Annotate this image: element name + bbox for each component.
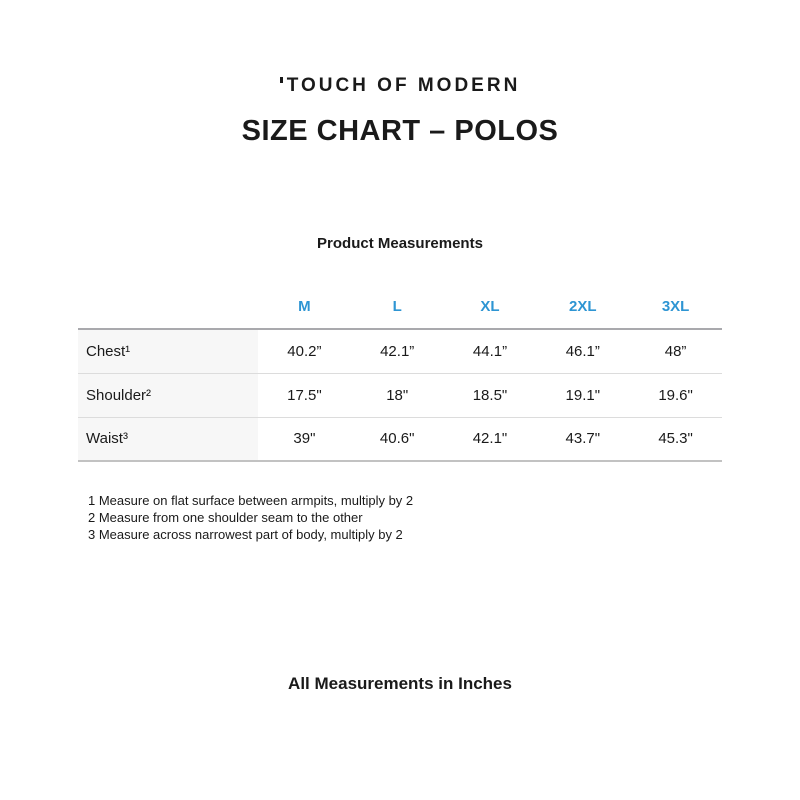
measurement-cell: 19.6": [629, 373, 722, 417]
logo-tick-icon: [280, 77, 283, 83]
units-note: All Measurements in Inches: [288, 674, 512, 693]
measurement-cell: 46.1”: [536, 329, 629, 373]
measurement-cell: 43.7": [536, 417, 629, 461]
measurement-cell: 42.1": [444, 417, 537, 461]
size-column-header-xl: XL: [444, 285, 537, 329]
measurement-cell: 40.6": [351, 417, 444, 461]
measurement-cell: 45.3": [629, 417, 722, 461]
footnote-line: 3 Measure across narrowest part of body, multiply by 2: [88, 527, 403, 542]
brand-logo: [0, 0, 800, 97]
measurement-cell: 17.5": [258, 373, 351, 417]
size-table: [78, 285, 722, 462]
footnote-line: 2 Measure from one shoulder seam to the other: [88, 510, 363, 525]
label-column-header: [78, 285, 258, 329]
footnote-line: 1 Measure on flat surface between armpits, multiply by 2: [88, 493, 414, 508]
measurement-cell: 48”: [629, 329, 722, 373]
measurement-cell: 42.1”: [351, 329, 444, 373]
measurement-cell: 40.2”: [258, 329, 351, 373]
measurement-cell: 18": [351, 373, 444, 417]
measurement-cell: 44.1”: [444, 329, 537, 373]
measurement-cell: 39": [258, 417, 351, 461]
size-column-header-2xl: 2XL: [536, 285, 629, 329]
row-label: Chest¹: [78, 329, 258, 373]
page-title: SIZE CHART – POLOS: [241, 115, 559, 147]
size-column-header-3xl: 3XL: [629, 285, 722, 329]
table-row: [78, 417, 722, 461]
size-column-header-m: M: [258, 285, 351, 329]
table-caption: Product Measurements: [317, 235, 483, 252]
row-label: Shoulder²: [78, 373, 258, 417]
size-column-header-l: L: [351, 285, 444, 329]
size-header-row: [78, 285, 722, 329]
footnotes: [88, 492, 800, 543]
measurement-cell: 18.5": [444, 373, 537, 417]
table-row: [78, 373, 722, 417]
measurement-cell: 19.1": [536, 373, 629, 417]
table-row: [78, 329, 722, 373]
row-label: Waist³: [78, 417, 258, 461]
brand-logo-text: TOUCH OF MODERN: [286, 75, 521, 96]
